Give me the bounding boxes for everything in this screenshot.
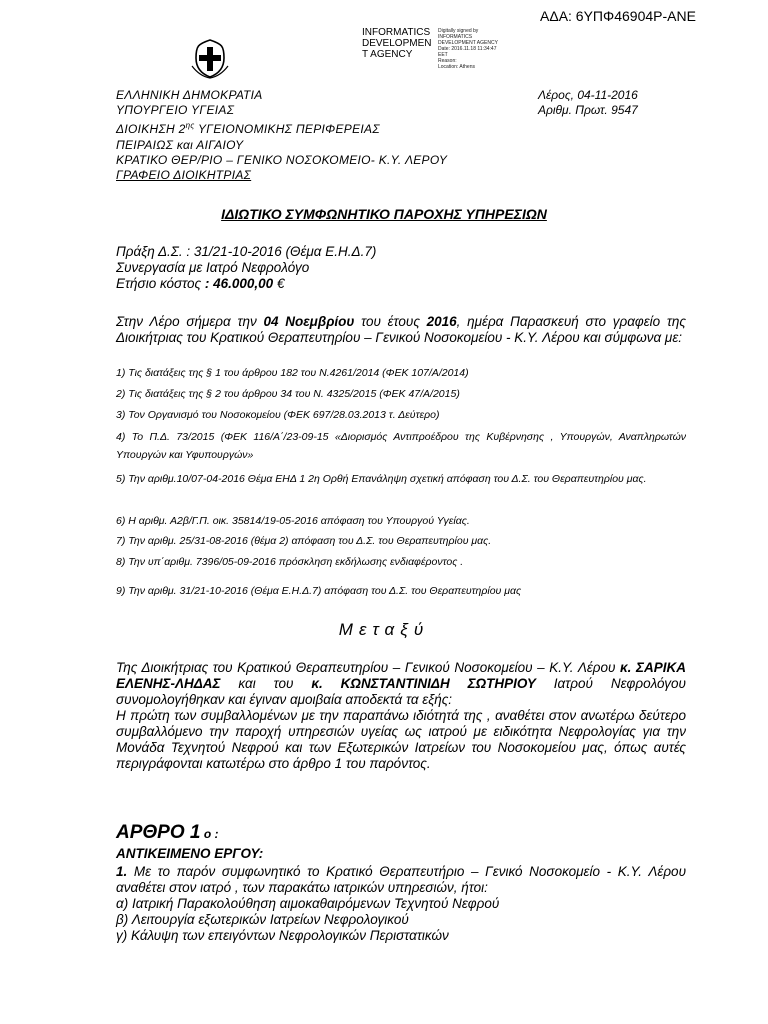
list-item: 8) Την υπ΄αριθμ. 7396/05-09-2016 πρόσκληση εκδήλωσης ενδιαφέροντος .: [116, 556, 464, 568]
intro-text: Στην Λέρο σήμερα την: [116, 314, 264, 329]
decision-value: : 31/21-10-2016 (Θέμα Ε.Η.Δ.7): [186, 244, 377, 259]
cost-label: Ετήσιο κόστος: [116, 276, 205, 291]
signature-agency: [362, 27, 434, 60]
document-meta: [538, 88, 638, 118]
between-heading: Μεταξύ: [338, 620, 430, 639]
decision-line: [116, 244, 376, 260]
place-date: Λέρος, 04-11-2016: [538, 88, 638, 102]
signature-detail: Date: 2016.11.18 11:34:47: [438, 46, 497, 52]
article-text: Με το παρόν συμφωνητικό το Κρατικό Θεραπευτήριο – Γενικό Νοσοκομείο - Κ.Υ. Λέρου αναθέτει στον ιατρό , των παρακάτω ιατρικών υπηρεσιών, ήτοι:: [116, 864, 686, 895]
signature-detail: EET: [438, 52, 448, 58]
letterhead-text: ΔΙΟΙΚΗΣΗ 2: [116, 122, 186, 137]
signature-agency-line1: INFORMATICS: [362, 27, 431, 38]
greek-emblem-icon: [188, 36, 232, 80]
list-item: 7) Την αριθμ. 25/31-08-2016 (θέμα 2) απόφαση του Δ.Σ. του Θεραπευτηρίου μας.: [116, 535, 492, 547]
signature-agency-line2: DEVELOPMEN: [362, 38, 432, 49]
list-item: 3) Τον Οργανισμό του Νοσοκομείου (ΦΕΚ 697/28.03.2013 τ. Δεύτερο): [116, 409, 440, 421]
article-heading: ΑΡΘΡΟ 1: [116, 822, 201, 843]
parties-span: Ιατρού Νεφρολόγου συνομολογήθηκαν και έγιναν αμοιβαία αποδεκτά τα εξής:: [116, 676, 686, 707]
list-item: 9) Την αριθμ. 31/21-10-2016 (Θέμα Ε.Η.Δ.7) απόφαση του Δ.Σ. του Θεραπευτηρίου μας: [116, 585, 522, 597]
parties-paragraph: [116, 660, 686, 772]
signature-detail: INFORMATICS: [438, 34, 473, 40]
article-subtitle: ΑΝΤΙΚΕΙΜΕΝΟ ΕΡΓΟΥ:: [116, 846, 264, 861]
letterhead-line: ΚΡΑΤΙΚΟ ΘΕΡ/ΡΙΟ – ΓΕΝΙΚΟ ΝΟΣΟΚΟΜΕΙΟ- Κ.Υ. ΛΕΡΟΥ: [116, 152, 448, 167]
signature-details: [438, 28, 548, 70]
letterhead-line: ΥΠΟΥΡΓΕΙΟ ΥΓΕΙΑΣ: [116, 103, 235, 118]
signature-detail: Reason:: [438, 58, 457, 64]
parties-text: [116, 660, 686, 708]
signature-agency-line3: T AGENCY: [362, 49, 413, 60]
annual-cost-line: [116, 276, 376, 292]
party-doctor: κ. ΚΩΝΣΤΑΝΤΙΝΙΔΗ ΣΩΤΗΡΙΟΥ: [311, 676, 536, 691]
intro-text: του έτους: [354, 314, 427, 329]
assignment-text: Η πρώτη των συμβαλλομένων με την παραπάνω ιδιότητά της , αναθέτει στον ανωτέρω δεύτερο συμβαλλόμενο την παροχή υπηρεσιών υγείας ως ιατρού με ειδικότητα Νεφρολογίας για την Μονάδα Τεχνητού Νεφρού και των Εξωτερικών Ιατρείων του Νοσοκομείου μας, όπως αυτές περιγράφονται κατωτέρω στο άρθρο 1 του παρόντος.: [116, 708, 686, 771]
article-number: 1.: [116, 864, 128, 879]
parties-span: Της Διοικήτριας του Κρατικού Θεραπευτηρίου – Γενικού Νοσοκομείου – Κ.Υ. Λέρου: [116, 660, 621, 675]
document-title: ΙΔΙΩΤΙΚΟ ΣΥΜΦΩΝΗΤΙΚΟ ΠΑΡΟΧΗΣ ΥΠΗΡΕΣΙΩΝ: [221, 206, 547, 222]
parties-span: και του: [220, 676, 312, 691]
service-item: β) Λειτουργία εξωτερικών Ιατρείων Νεφρολογικού: [116, 912, 409, 927]
list-item: 4) Το Π.Δ. 73/2015 (ΦΕΚ 116/Α΄/23-09-15 «Διορισμός Αντιπροέδρου της Κυβέρνησης , Υπουργών, Αναπληρωτών Υπουργών και Υφυπουργών»: [116, 431, 686, 461]
letterhead-line: ΠΕΙΡΑΙΩΣ και ΑΙΓΑΙΟΥ: [116, 137, 244, 152]
signature-detail: DEVELOPMENT AGENCY: [438, 40, 498, 46]
letterhead-line: ΕΛΛΗΝΙΚΗ ΔΗΜΟΚΡΑΤΙΑ: [116, 88, 263, 102]
letterhead-text: ΥΓΕΙΟΝΟΜΙΚΗΣ ΠΕΡΙΦΕΡΕΙΑΣ: [194, 122, 380, 137]
list-item: 1) Τις διατάξεις της § 1 του άρθρου 182 του Ν.4261/2014 (ΦΕΚ 107/Α/2014): [116, 367, 469, 379]
signature-detail: Location: Athens: [438, 64, 475, 70]
protocol-number: Αριθμ. Πρωτ. 9547: [538, 103, 638, 118]
ada-code: ΑΔΑ: 6ΥΠΦ46904Ρ-ΑΝΕ: [540, 8, 696, 24]
letterhead-line: [116, 118, 447, 137]
intro-year: 2016: [426, 314, 457, 329]
list-item: 2) Τις διατάξεις της § 2 του άρθρου 34 του Ν. 4325/2015 (ΦΕΚ 47/Α/2015): [116, 388, 460, 400]
service-item: α) Ιατρική Παρακολούθηση αιμοκαθαιρόμενων Τεχνητού Νεφρού: [116, 896, 500, 911]
cooperation-line: Συνεργασία με Ιατρό Νεφρολόγο: [116, 260, 310, 275]
article-title: [116, 822, 218, 844]
list-item: 6) Η αριθμ. Α2β/Γ.Π. οικ. 35814/19-05-2016 απόφαση του Υπουργού Υγείας.: [116, 515, 470, 527]
service-item: γ) Κάλυψη των επειγόντων Νεφρολογικών Περιστατικών: [116, 928, 449, 943]
intro-date: 04 Νοεμβρίου: [263, 314, 355, 329]
party-director: κ. ΣΑΡΙΚΑ ΕΛΕΝΗΣ-ΛΗΔΑΣ: [116, 660, 686, 691]
article-paragraph: [116, 864, 686, 896]
cost-value: : 46.000,00: [204, 276, 274, 291]
intro-paragraph: [116, 314, 686, 346]
list-item: 5) Την αριθμ.10/07-04-2016 Θέμα ΕΗΔ 1 2η Ορθή Επανάληψη σχετική απόφαση του Δ.Σ. του Θεραπευτηρίου μας.: [116, 473, 647, 485]
decision-label: Πράξη Δ.Σ.: [116, 244, 187, 259]
article-body: [116, 864, 686, 944]
intro-text: , ημέρα Παρασκευή στο γραφείο της Διοικήτριας του Κρατικού Θεραπευτηρίου – Γενικού Νοσοκομείου - Κ.Υ. Λέρου και σύμφωνα με:: [116, 314, 686, 345]
letterhead: [116, 88, 447, 183]
signature-detail: Digitally signed by: [438, 28, 479, 34]
article-ordinal: ο :: [200, 827, 219, 841]
letterhead-office: ΓΡΑΦΕΙΟ ΔΙΟΙΚΗΤΡΙΑΣ: [116, 168, 252, 183]
currency-symbol: €: [273, 276, 285, 291]
decision-info: [116, 244, 376, 292]
letterhead-sup: ης: [185, 121, 195, 131]
